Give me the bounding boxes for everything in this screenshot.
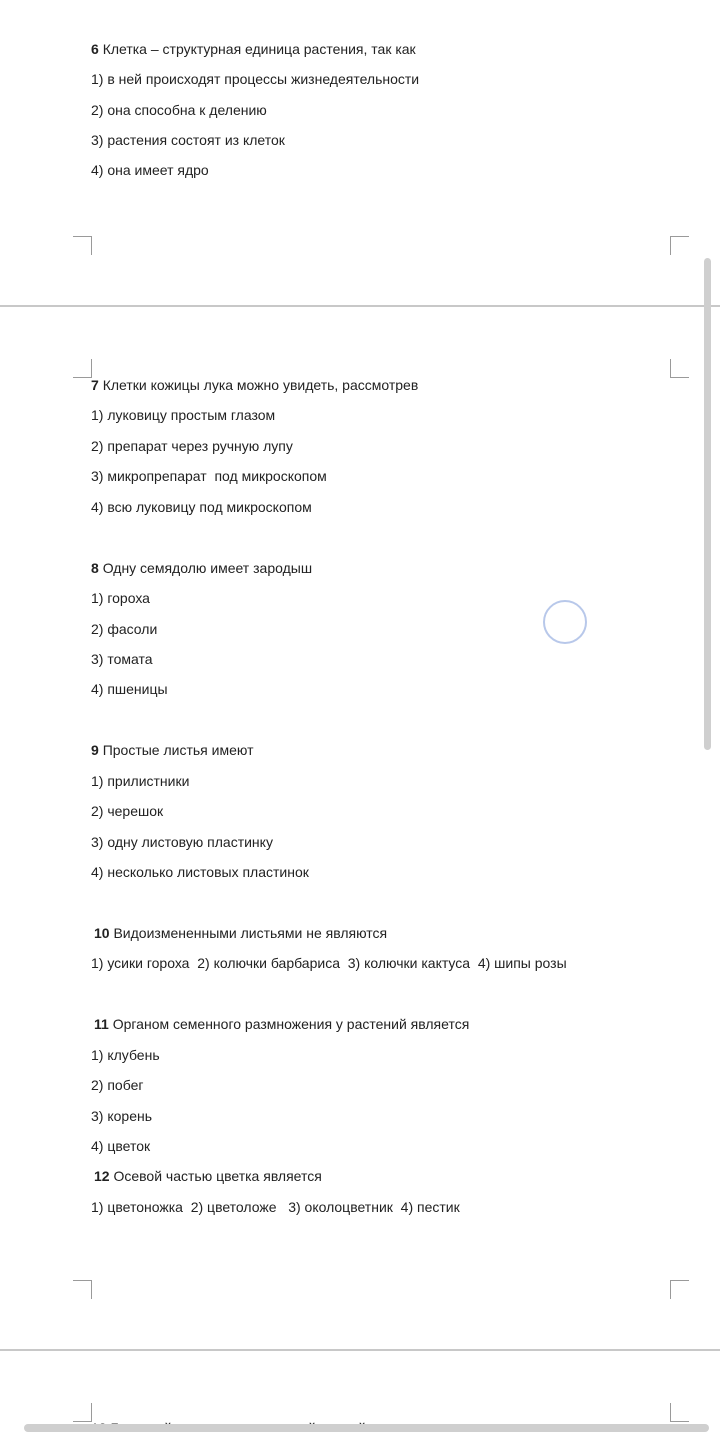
- question-10-option: 1) усики гороха 2) колючки барбариса 3) колючки кактуса 4) шипы розы: [91, 955, 567, 971]
- question-8-option: 2) фасоли: [91, 621, 158, 637]
- margin-corner-mark: [670, 359, 689, 378]
- vertical-scrollbar[interactable]: [704, 258, 711, 750]
- question-9-option: 3) одну листовую пластинку: [91, 834, 273, 850]
- margin-corner-mark: [670, 236, 689, 255]
- question-9-option: 1) прилистники: [91, 773, 190, 789]
- question-9-option: 2) черешок: [91, 803, 164, 819]
- question-7-option: 1) луковицу простым глазом: [91, 407, 276, 423]
- question-11-option: 2) побег: [91, 1077, 144, 1093]
- question-12-option: 1) цветоножка 2) цветоложе 3) околоцветник 4) пестик: [91, 1199, 460, 1215]
- question-6-option: 1) в ней происходят процессы жизнедеятельности: [91, 71, 420, 87]
- question-11-title: 11 Органом семенного размножения у растений является: [94, 1016, 470, 1032]
- margin-corner-mark: [670, 1280, 689, 1299]
- question-7-title: 7 Клетки кожицы лука можно увидеть, рассмотрев: [91, 377, 419, 393]
- margin-corner-mark: [73, 1403, 92, 1422]
- question-8-option: 3) томата: [91, 651, 153, 667]
- question-9-option: 4) несколько листовых пластинок: [91, 864, 309, 880]
- question-8-option: 4) пшеницы: [91, 681, 168, 697]
- question-7-option: 4) всю луковицу под микроскопом: [91, 499, 312, 515]
- margin-corner-mark: [73, 359, 92, 378]
- question-7-option: 3) микропрепарат под микроскопом: [91, 468, 327, 484]
- horizontal-scrollbar[interactable]: [24, 1424, 709, 1432]
- page-separator: [0, 1349, 720, 1351]
- margin-corner-mark: [73, 236, 92, 255]
- question-8-title: 8 Одну семядолю имеет зародыш: [91, 560, 313, 576]
- question-10-title: 10 Видоизмененными листьями не являются: [94, 925, 388, 941]
- margin-corner-mark: [670, 1403, 689, 1422]
- question-11-option: 4) цветок: [91, 1138, 151, 1154]
- touch-indicator: [543, 600, 587, 644]
- page-separator: [0, 305, 720, 307]
- question-6-option: 2) она способна к делению: [91, 102, 267, 118]
- question-6-title: 6 Клетка – структурная единица растения, так как: [91, 41, 416, 57]
- question-11-option: 3) корень: [91, 1108, 153, 1124]
- question-6-option: 4) она имеет ядро: [91, 162, 209, 178]
- question-9-title: 9 Простые листья имеют: [91, 742, 254, 758]
- question-7-option: 2) препарат через ручную лупу: [91, 438, 293, 454]
- question-12-title: 12 Осевой частью цветка является: [94, 1168, 322, 1184]
- margin-corner-mark: [73, 1280, 92, 1299]
- question-6-option: 3) растения состоят из клеток: [91, 132, 285, 148]
- question-11-option: 1) клубень: [91, 1047, 160, 1063]
- question-8-option: 1) гороха: [91, 590, 150, 606]
